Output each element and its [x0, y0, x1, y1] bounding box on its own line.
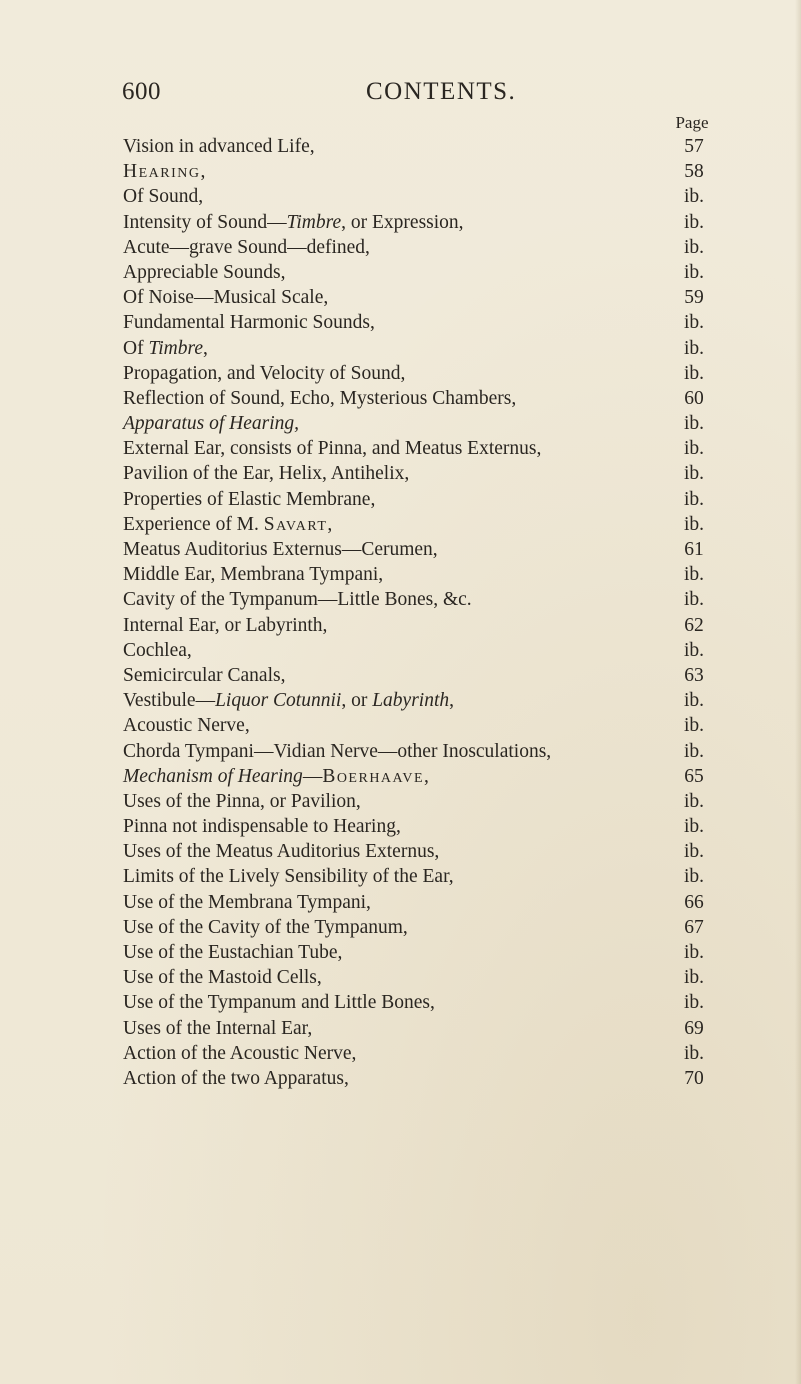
entry-page: 62 [684, 614, 704, 636]
entry-page: ib. [683, 992, 705, 1014]
toc-entry [123, 336, 723, 361]
entry-title: Of Timbre, [123, 337, 208, 359]
entry-title: Apparatus of Hearing, [123, 413, 300, 435]
entry-page: 67 [684, 916, 704, 938]
toc-entry [123, 436, 723, 461]
toc-entry [123, 562, 723, 587]
entry-title: Acute—grave Sound—defined, [123, 236, 370, 258]
entry-page: 58 [684, 161, 704, 183]
entry-page: ib. [683, 413, 705, 435]
toc-entry [123, 1016, 723, 1041]
entry-page: 69 [684, 1017, 704, 1039]
entry-title: Middle Ear, Membrana Tympani, [123, 564, 384, 586]
entry-page: 57 [684, 136, 704, 157]
entry-title: Reflection of Sound, Echo, Mysterious Chambers, [123, 387, 517, 409]
entry-page: ib. [683, 967, 705, 989]
toc-entry [123, 965, 723, 990]
entry-page: ib. [683, 438, 705, 460]
entry-title: Appreciable Sounds, [123, 261, 286, 283]
toc-entry [123, 537, 723, 562]
toc-entry [123, 1041, 723, 1066]
toc-entry [123, 461, 723, 486]
toc-entry [123, 940, 723, 965]
entry-page: 66 [684, 891, 704, 913]
entry-title: Action of the two Apparatus, [123, 1067, 349, 1089]
entry-page: ib. [683, 236, 705, 258]
entry-title: Use of the Mastoid Cells, [123, 967, 322, 989]
entry-title: Pinna not indispensable to Hearing, [123, 816, 401, 838]
entry-title: Meatus Auditorius Externus—Cerumen, [123, 539, 438, 560]
page-column-heading: Page [675, 113, 709, 132]
entry-page: ib. [683, 463, 705, 485]
entry-page: ib. [683, 740, 705, 762]
entry-title: Limits of the Lively Sensibility of the Ear, [123, 866, 454, 888]
toc-entry [123, 839, 723, 864]
page-title: CONTENTS. [366, 78, 517, 105]
entry-page: ib. [683, 589, 705, 611]
entry-page: ib. [683, 261, 705, 283]
toc-entry [123, 285, 723, 310]
entry-title: Uses of the Meatus Auditorius Externus, [123, 841, 440, 863]
entry-title: Pavilion of the Ear, Helix, Antihelix, [123, 463, 410, 485]
toc-entry [123, 1066, 723, 1091]
entry-page: ib. [683, 312, 705, 334]
running-head [0, 78, 801, 108]
entry-page: ib. [683, 564, 705, 586]
toc-entry [123, 260, 723, 285]
toc-entry [123, 789, 723, 814]
entry-title: Properties of Elastic Membrane, [123, 488, 376, 510]
entry-page: ib. [683, 790, 705, 812]
entry-page: ib. [683, 816, 705, 838]
entry-page: ib. [683, 690, 705, 712]
toc-entry [123, 184, 723, 209]
entry-title: Internal Ear, or Labyrinth, [123, 614, 328, 636]
entry-title: Use of the Cavity of the Tympanum, [123, 916, 408, 938]
contents-list [123, 134, 723, 1091]
toc-entry [123, 764, 723, 789]
entry-title: Experience of M. Savart, [123, 513, 333, 535]
entry-page: ib. [683, 513, 705, 535]
entry-page: ib. [683, 715, 705, 737]
toc-entry [123, 890, 723, 915]
toc-entry [123, 990, 723, 1015]
toc-entry [123, 134, 723, 159]
toc-entry [123, 713, 723, 738]
entry-title: Of Sound, [123, 186, 204, 208]
entry-title: Uses of the Internal Ear, [123, 1017, 313, 1039]
toc-entry [123, 159, 723, 184]
toc-entry [123, 638, 723, 663]
entry-page: 59 [684, 287, 704, 309]
entry-title: Propagation, and Velocity of Sound, [123, 362, 406, 384]
toc-entry [123, 361, 723, 386]
entry-page: ib. [683, 942, 705, 963]
entry-title: Vision in advanced Life, [123, 136, 315, 157]
toc-entry [123, 235, 723, 260]
entry-page: ib. [683, 866, 705, 888]
entry-title: Use of the Membrana Tympani, [123, 891, 371, 913]
page-number: 600 [122, 78, 161, 105]
page-edge-shadow [795, 0, 801, 1384]
entry-title: Intensity of Sound—Timbre, or Expression, [123, 211, 464, 233]
entry-title: Of Noise—Musical Scale, [123, 287, 329, 309]
toc-entry [123, 587, 723, 612]
entry-page: ib. [683, 186, 705, 208]
entry-page: ib. [683, 211, 705, 233]
entry-page: 60 [684, 387, 704, 409]
entry-title: Use of the Tympanum and Little Bones, [123, 992, 435, 1014]
entry-title: Cochlea, [123, 639, 192, 661]
entry-title: Cavity of the Tympanum—Little Bones, &c. [123, 589, 472, 611]
entry-title: Action of the Acoustic Nerve, [123, 1042, 357, 1064]
toc-entry [123, 310, 723, 335]
entry-page: ib. [683, 841, 705, 863]
entry-title: Uses of the Pinna, or Pavilion, [123, 790, 361, 812]
entry-title: External Ear, consists of Pinna, and Meatus Externus, [123, 438, 542, 460]
entry-title: Use of the Eustachian Tube, [123, 942, 343, 963]
toc-entry [123, 613, 723, 638]
entry-title: Chorda Tympani—Vidian Nerve—other Inosculations, [123, 740, 552, 762]
entry-title: Fundamental Harmonic Sounds, [123, 312, 375, 334]
toc-entry [123, 688, 723, 713]
toc-entry [123, 411, 723, 436]
entry-title: Semicircular Canals, [123, 664, 286, 686]
entry-title: Acoustic Nerve, [123, 715, 250, 737]
toc-entry [123, 739, 723, 764]
toc-entry [123, 915, 723, 940]
entry-page: ib. [683, 362, 705, 384]
entry-page: ib. [683, 337, 705, 359]
entry-page: 63 [684, 664, 704, 686]
entry-page: ib. [683, 639, 705, 661]
toc-entry [123, 487, 723, 512]
entry-page: ib. [683, 1042, 705, 1064]
entry-title: Vestibule—Liquor Cotunnii, or Labyrinth, [123, 690, 455, 712]
entry-page: 65 [684, 765, 704, 787]
toc-entry [123, 663, 723, 688]
toc-entry [123, 864, 723, 889]
toc-entry [123, 512, 723, 537]
entry-page: 61 [684, 539, 704, 560]
toc-entry [123, 814, 723, 839]
entry-page: ib. [683, 488, 705, 510]
toc-entry [123, 210, 723, 235]
toc-entry [123, 386, 723, 411]
entry-page: 70 [684, 1067, 704, 1089]
entry-title: Hearing, [123, 161, 207, 183]
entry-title: Mechanism of Hearing—Boerhaave, [123, 765, 429, 787]
